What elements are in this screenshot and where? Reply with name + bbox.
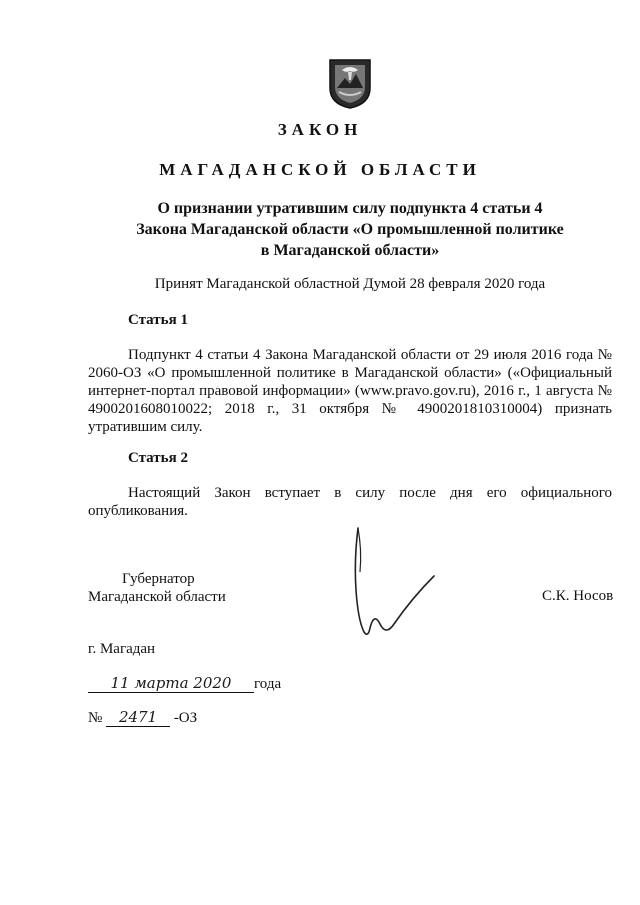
article-1-text: Подпункт 4 статьи 4 Закона Магаданской области от 29 июля 2016 года № 2060-ОЗ «О промышленной политике в Магаданской области» («Официальный интернет-портал правовой информации» (www.pravo.gov.ru), 2016 г., 1 августа № 4900201608010022; 2018 г., 31 октября № 4900201810310004) признать утратившим силу.: [88, 347, 612, 435]
law-subtitle: [80, 198, 620, 261]
article-2-heading: Статья 2: [128, 450, 188, 466]
position-line: Губернатор: [122, 571, 195, 587]
document-type-title: ЗАКОН: [277, 120, 363, 139]
signatory-name: С.К. Носов: [542, 588, 614, 604]
city-label: г. Магадан: [88, 641, 156, 657]
coat-of-arms-icon: [327, 58, 373, 110]
adoption-note: Принят Магаданской областной Думой 28 февраля 2020 года: [154, 276, 546, 292]
subtitle-line: Закона Магаданской области «О промышленной политике: [136, 221, 564, 238]
signing-date: [88, 674, 281, 694]
number-suffix: -ОЗ: [173, 710, 198, 726]
region-title: МАГАДАНСКОЙ ОБЛАСТИ: [159, 160, 481, 179]
handwritten-number: 2471: [106, 708, 170, 727]
date-suffix: года: [254, 676, 282, 692]
position-line: Магаданской области: [88, 589, 226, 605]
law-number: [88, 708, 197, 728]
number-prefix: №: [88, 710, 103, 726]
article-2-text: Настоящий Закон вступает в силу после дня его официального опубликования.: [88, 485, 612, 519]
article-1-heading: Статья 1: [128, 312, 188, 328]
subtitle-line: в Магаданской области»: [260, 242, 440, 259]
subtitle-line: О признании утратившим силу подпункта 4 статьи 4: [157, 200, 543, 217]
handwritten-date: 11 марта 2020: [88, 674, 254, 693]
handwritten-signature-icon: [340, 520, 470, 650]
signatory-position: [88, 570, 226, 606]
